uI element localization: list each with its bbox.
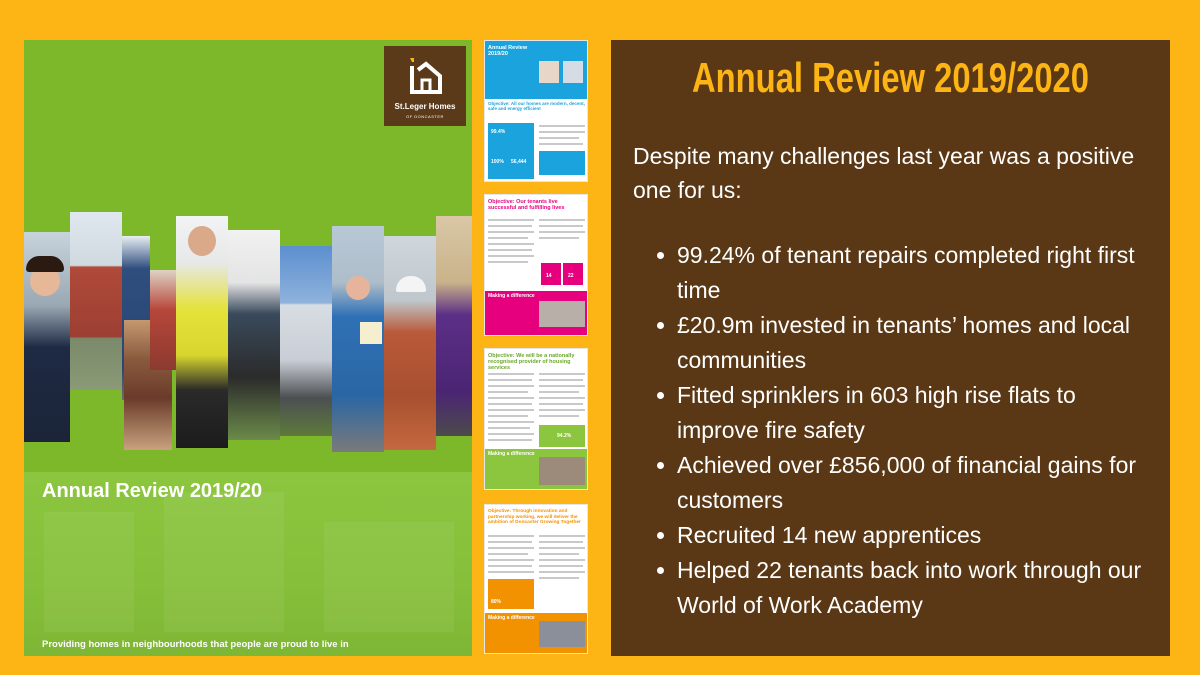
thumbnail-1-objective: Objective: All our homes are modern, decent, safe and energy efficient (488, 101, 585, 111)
bullet-icon (657, 392, 664, 399)
annual-review-cover (24, 40, 472, 656)
highlight-item (651, 448, 1156, 518)
photo-strip-worker-hivis (176, 216, 228, 448)
photo-strip-tower-block (280, 246, 332, 436)
thumbnail-1-stat-3: 56,444 (511, 159, 527, 165)
thumbnail-2-band: Making a difference (488, 293, 535, 299)
highlights-list (651, 238, 1156, 623)
cover-tagline: Providing homes in neighbourhoods that people are proud to live in (42, 639, 349, 650)
panel-intro: Despite many challenges last year was a positive one for us: (633, 143, 1135, 203)
photo-strip-young-man (436, 216, 472, 436)
bullet-icon (657, 252, 664, 259)
summary-panel (611, 40, 1170, 656)
highlight-item (651, 553, 1156, 623)
photo-strip-woman-folder (24, 232, 70, 442)
highlight-text: Fitted sprinklers in 603 high rise flats to improve fire safety (677, 382, 1076, 443)
photo-strip-houses (70, 212, 122, 390)
photo-strip-child-tablet (150, 270, 176, 370)
bullet-icon (657, 567, 664, 574)
thumbnail-1-stat-2: 100% (491, 159, 504, 165)
thumbnail-2-stat-1: 14 (546, 273, 552, 279)
thumbnail-4-band: Making a difference (488, 615, 535, 621)
thumbnail-3-stat-1: 94.2% (557, 433, 572, 439)
panel-title: Annual Review 2019/2020 (692, 54, 1089, 101)
thumbnail-2-heading: Objective: Our tenants live successful and fulfilling lives (488, 199, 565, 211)
thumbnail-page-1 (484, 40, 588, 182)
logo-subtitle: OF DONCASTER (406, 114, 444, 119)
thumbnail-4-stat-1: 80% (491, 599, 502, 605)
cover-title: Annual Review 2019/20 (42, 480, 263, 502)
bullet-icon (657, 462, 664, 469)
highlight-text: 99.24% of tenant repairs completed right first time (677, 242, 1135, 303)
highlight-text: £20.9m invested in tenants’ homes and local communities (677, 312, 1131, 373)
thumbnail-3-heading: Objective: We will be a nationally recognised provider of housing services (488, 353, 575, 371)
highlight-item (651, 238, 1156, 308)
thumbnail-page-2 (484, 194, 588, 336)
highlight-item (651, 378, 1156, 448)
highlight-text: Helped 22 tenants back into work through our World of Work Academy (677, 557, 1142, 618)
highlight-text: Achieved over £856,000 of financial gains for customers (677, 452, 1137, 513)
thumbnail-4-heading: Objective: Through innovation and partnership working, we will deliver the ambition of Doncaster Growing Together (488, 509, 581, 525)
photo-strip-roofer (384, 236, 436, 450)
photo-strip-staff-group (228, 230, 280, 440)
thumbnail-page-3 (484, 348, 588, 490)
thumbnail-2-stat-2: 22 (568, 273, 574, 279)
bullet-icon (657, 322, 664, 329)
highlight-item (651, 308, 1156, 378)
thumbnail-3-band: Making a difference (488, 451, 535, 457)
house-logo-icon (404, 52, 446, 98)
st-leger-homes-logo (384, 46, 466, 126)
thumbnail-1-heading: Annual Review 2019/20 (488, 45, 528, 57)
highlight-item (651, 518, 1156, 553)
photo-strip-man-certificate (332, 226, 384, 452)
logo-name: St.Leger Homes (394, 102, 456, 111)
highlight-text: Recruited 14 new apprentices (677, 522, 982, 548)
thumbnail-1-stat-1: 99.4% (491, 129, 506, 135)
bullet-icon (657, 532, 664, 539)
thumbnail-page-4 (484, 504, 588, 654)
